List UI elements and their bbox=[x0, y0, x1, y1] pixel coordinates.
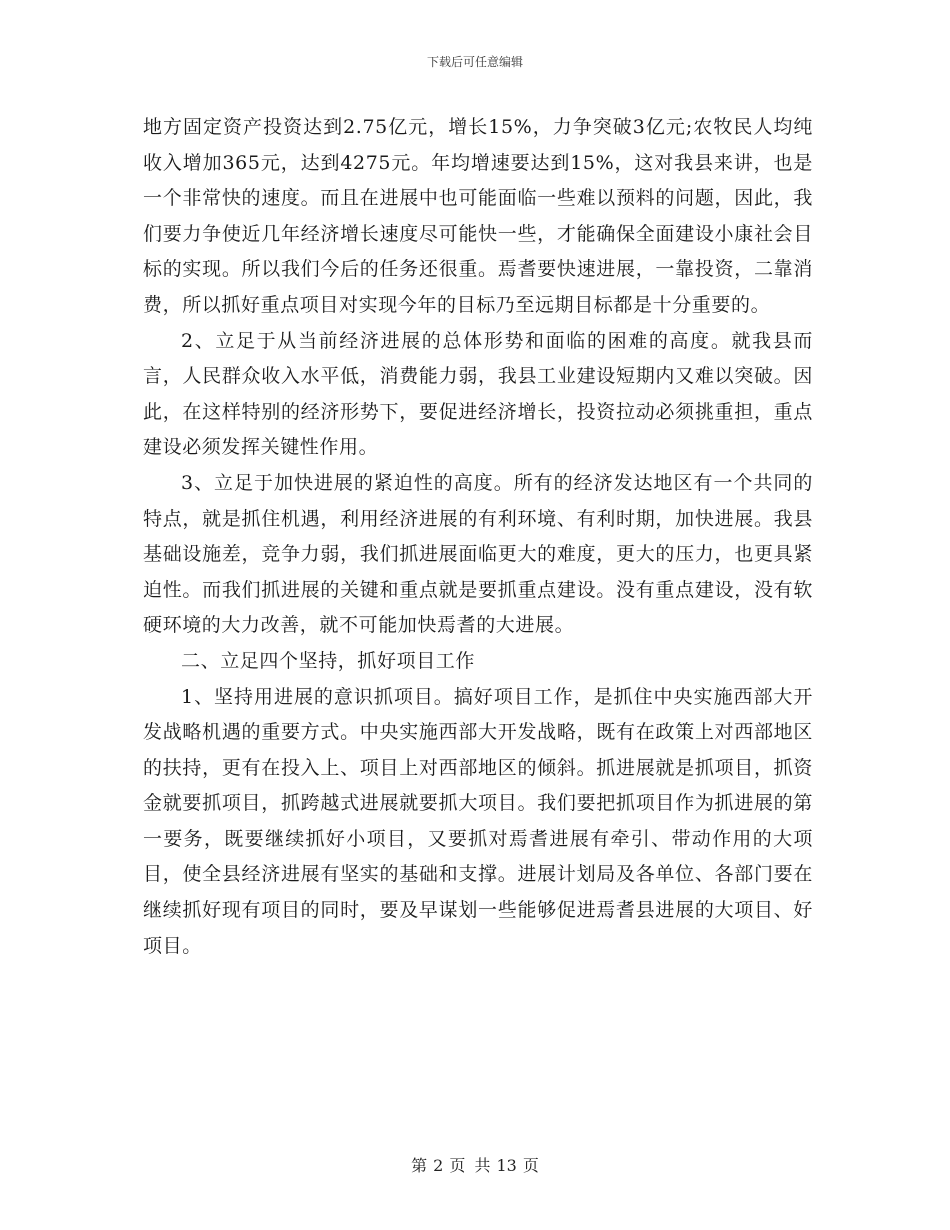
footer-middle: 页 共 bbox=[449, 1156, 491, 1175]
paragraph-3: 3、立足于加快进展的紧迫性的高度。所有的经济发达地区有一个共同的特点，就是抓住机遇，利用经济进展的有利环境、有利时期，加快进展。我县基础设施差，竞争力弱，我们抓进展面临更大的难度，更大的压力，也更具紧迫性。而我们抓进展的关键和重点就是要抓重点建设。没有重点建设，没有软硬环境的大力改善，就不可能加快焉耆的大进展。 bbox=[143, 471, 813, 637]
section-heading: 二、立足四个坚持，抓好项目工作 bbox=[181, 649, 476, 672]
paragraph-2: 2、立足于从当前经济进展的总体形势和面临的困难的高度。就我县而言，人民群众收入水平低，消费能力弱，我县工业建设短期内又难以突破。因此，在这样特别的经济形势下，要促进经济增长，投资拉动必须挑重担，重点建设必须发挥关键性作用。 bbox=[143, 329, 813, 459]
footer-prefix: 第 bbox=[411, 1156, 428, 1175]
paragraph-1: 地方固定资产投资达到2.75亿元，增长15%，力争突破3亿元;农牧民人均纯收入增加365元，达到4275元。年均增速要达到15%，这对我县来讲，也是一个非常快的速度。而且在进展中也可能面临一些难以预料的问题，因此，我们要力争使近几年经济增长速度尽可能快一些，才能确保全面建设小康社会目标的实现。所以我们今后的任务还很重。焉耆要快速进展，一靠投资，二靠消费，所以抓好重点项目对实现今年的目标乃至远期目标都是十分重要的。 bbox=[143, 116, 813, 316]
footer-page-number: 2 bbox=[433, 1156, 444, 1175]
page-footer bbox=[0, 1153, 950, 1176]
footer-total-pages: 13 bbox=[496, 1156, 517, 1175]
header-note: 下载后可任意编辑 bbox=[426, 55, 523, 69]
document-body bbox=[143, 110, 813, 964]
paragraph-4: 1、坚持用进展的意识抓项目。搞好项目工作，是抓住中央实施西部大开发战略机遇的重要方式。中央实施西部大开发战略，既有在政策上对西部地区的扶持，更有在投入上、项目上对西部地区的倾斜。抓进展就是抓项目，抓资金就要抓项目，抓跨越式进展就要抓大项目。我们要把抓项目作为抓进展的第一要务，既要继续抓好小项目，又要抓对焉耆进展有牵引、带动作用的大项目，使全县经济进展有坚实的基础和支撑。进展计划局及各单位、各部门要在继续抓好现有项目的同时，要及早谋划一些能够促进焉耆县进展的大项目、好项目。 bbox=[143, 685, 813, 957]
footer-suffix: 页 bbox=[522, 1156, 539, 1175]
